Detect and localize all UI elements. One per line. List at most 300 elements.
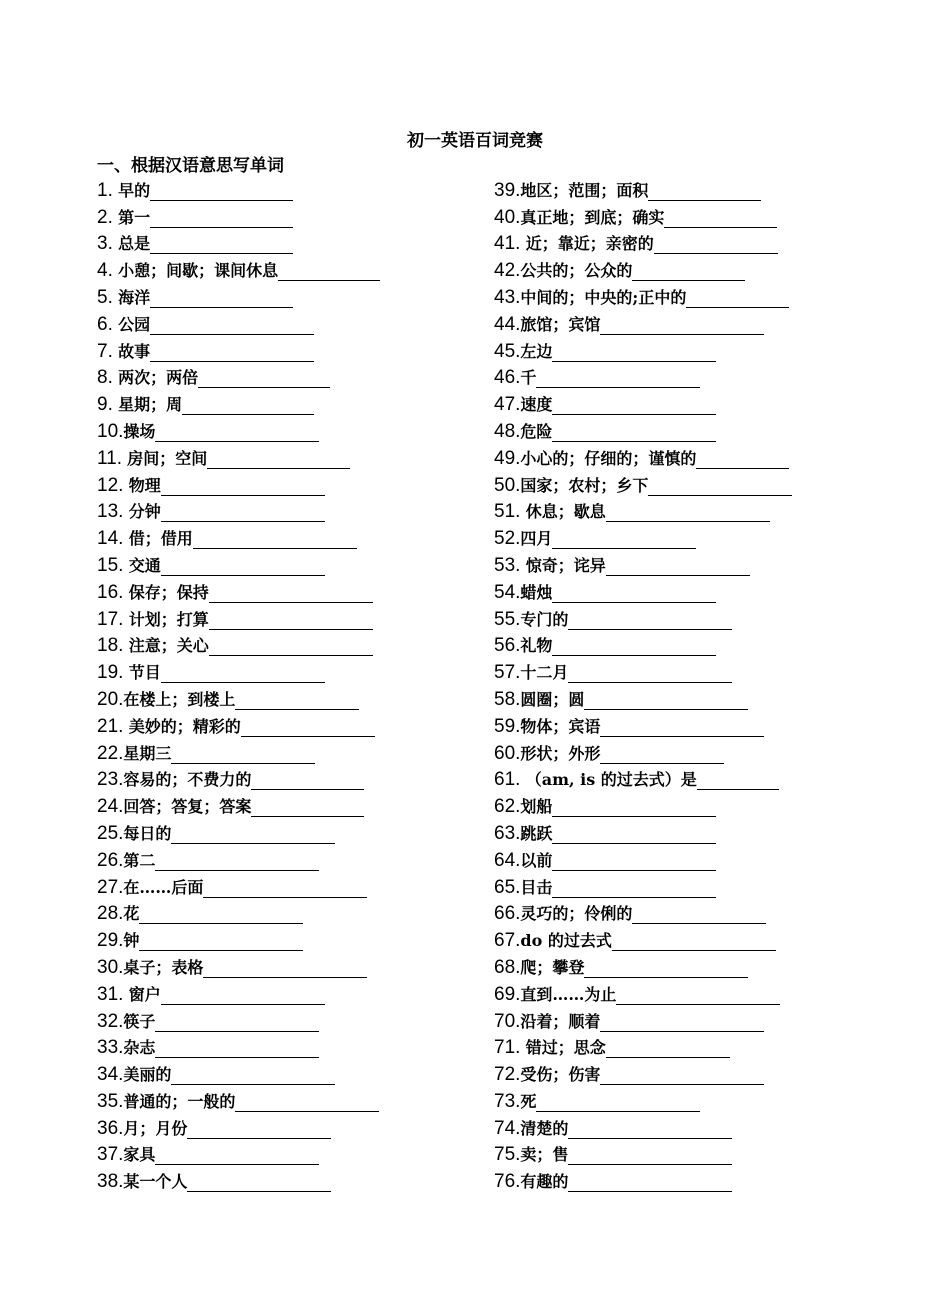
question-number: 14. <box>97 528 124 550</box>
question-number: 29. <box>97 930 124 952</box>
answer-blank[interactable] <box>584 959 748 978</box>
answer-blank[interactable] <box>654 235 778 254</box>
question-number: 24. <box>97 796 124 818</box>
answer-blank[interactable] <box>600 1013 764 1032</box>
chinese-meaning: 近；靠近；亲密的 <box>525 234 654 254</box>
question-item <box>97 844 380 871</box>
chinese-meaning: 美丽的 <box>123 1065 172 1085</box>
answer-blank[interactable] <box>568 1146 732 1165</box>
question-item <box>494 603 792 630</box>
chinese-meaning: 计划；打算 <box>128 609 209 629</box>
question-number: 54. <box>494 581 521 603</box>
chinese-meaning: 杂志 <box>123 1038 156 1058</box>
question-number: 8. <box>97 367 113 389</box>
chinese-meaning: 公园 <box>118 314 151 334</box>
answer-blank[interactable] <box>552 530 696 549</box>
question-number: 30. <box>97 956 124 978</box>
answer-blank[interactable] <box>552 423 716 442</box>
question-number: 52. <box>494 528 521 550</box>
answer-blank[interactable] <box>536 1093 700 1112</box>
right-column <box>494 174 792 1192</box>
question-item <box>97 737 380 764</box>
answer-blank[interactable] <box>139 932 303 951</box>
chinese-meaning: 沿着；顺着 <box>520 1011 601 1031</box>
answer-blank[interactable] <box>536 369 700 388</box>
question-item <box>494 335 792 362</box>
question-number: 4. <box>97 260 113 282</box>
question-item <box>494 656 792 683</box>
question-number: 20. <box>97 688 124 710</box>
question-item <box>494 844 792 871</box>
chinese-meaning: 第二 <box>123 850 156 870</box>
question-item <box>97 308 380 335</box>
answer-blank[interactable] <box>193 530 357 549</box>
question-item <box>97 469 380 496</box>
answer-blank[interactable] <box>182 396 314 415</box>
question-number: 46. <box>494 367 521 389</box>
question-item <box>97 1085 380 1112</box>
question-item <box>494 737 792 764</box>
question-number: 47. <box>494 394 521 416</box>
answer-blank[interactable] <box>648 477 792 496</box>
question-number: 21. <box>97 715 124 737</box>
chinese-meaning: 死 <box>520 1091 537 1111</box>
question-item <box>97 764 380 791</box>
answer-blank[interactable] <box>155 423 319 442</box>
question-item <box>97 335 380 362</box>
question-item <box>494 469 792 496</box>
question-number: 44. <box>494 313 521 335</box>
question-item <box>97 817 380 844</box>
page-title: 初一英语百词竞赛 <box>407 131 543 151</box>
question-number: 7. <box>97 340 113 362</box>
question-item <box>494 308 792 335</box>
question-item <box>494 228 792 255</box>
chinese-meaning: 节目 <box>128 663 161 683</box>
chinese-meaning: 十二月 <box>520 663 569 683</box>
question-number: 41. <box>494 233 521 255</box>
answer-blank[interactable] <box>568 611 732 630</box>
question-number: 71. <box>494 1037 521 1059</box>
question-number: 57. <box>494 662 521 684</box>
question-number: 9. <box>97 394 113 416</box>
question-item <box>97 1112 380 1139</box>
chinese-meaning: 物理 <box>128 475 161 495</box>
answer-blank[interactable] <box>606 503 770 522</box>
question-number: 64. <box>494 849 521 871</box>
chinese-meaning: 形状；外形 <box>520 743 601 763</box>
question-item <box>494 898 792 925</box>
answer-blank[interactable] <box>552 396 716 415</box>
chinese-meaning: 美妙的；精彩的 <box>128 716 241 736</box>
answer-blank[interactable] <box>203 959 367 978</box>
question-item <box>97 174 380 201</box>
question-item <box>494 254 792 281</box>
question-item <box>494 362 792 389</box>
question-item <box>494 790 792 817</box>
question-item <box>97 1005 380 1032</box>
answer-blank[interactable] <box>616 986 780 1005</box>
answer-blank[interactable] <box>161 664 325 683</box>
chinese-meaning: 四月 <box>520 529 553 549</box>
question-number: 2. <box>97 206 113 228</box>
chinese-meaning: 在……后面 <box>123 877 204 897</box>
question-number: 33. <box>97 1037 124 1059</box>
answer-blank[interactable] <box>187 1173 331 1192</box>
answer-blank[interactable] <box>600 1066 764 1085</box>
chinese-meaning: 旅馆；宾馆 <box>520 314 601 334</box>
answer-blank[interactable] <box>235 691 359 710</box>
chinese-meaning: 花 <box>123 904 140 924</box>
question-number: 34. <box>97 1064 124 1086</box>
answer-blank[interactable] <box>161 557 325 576</box>
chinese-meaning: 爬；攀登 <box>520 957 585 977</box>
question-number: 63. <box>494 822 521 844</box>
chinese-meaning: 小心的；仔细的；谨慎的 <box>520 448 697 468</box>
question-number: 37. <box>97 1144 124 1166</box>
answer-blank[interactable] <box>209 637 373 656</box>
answer-blank[interactable] <box>552 852 716 871</box>
chinese-meaning: 每日的 <box>123 823 172 843</box>
question-item <box>494 951 792 978</box>
question-item <box>97 388 380 415</box>
answer-blank[interactable] <box>155 1146 319 1165</box>
question-number: 68. <box>494 956 521 978</box>
question-item <box>97 603 380 630</box>
question-item <box>494 924 792 951</box>
chinese-meaning: 危险 <box>520 421 553 441</box>
answer-blank[interactable] <box>150 182 293 201</box>
question-number: 16. <box>97 581 124 603</box>
chinese-meaning: 专门的 <box>520 609 569 629</box>
chinese-meaning: 有趣的 <box>520 1172 569 1192</box>
question-number: 36. <box>97 1117 124 1139</box>
chinese-meaning: 灵巧的；伶俐的 <box>520 904 633 924</box>
chinese-meaning: 圆圈；圆 <box>520 689 585 709</box>
question-item <box>494 281 792 308</box>
chinese-meaning: 中间的；中央的;正中的 <box>520 287 687 307</box>
question-item <box>494 522 792 549</box>
question-item <box>97 683 380 710</box>
chinese-meaning: 海洋 <box>118 287 151 307</box>
answer-blank[interactable] <box>203 879 367 898</box>
question-item <box>494 764 792 791</box>
question-number: 27. <box>97 876 124 898</box>
question-number: 53. <box>494 554 521 576</box>
question-item <box>494 683 792 710</box>
question-number: 69. <box>494 983 521 1005</box>
question-number: 18. <box>97 635 124 657</box>
answer-blank[interactable] <box>155 852 319 871</box>
question-item <box>494 1165 792 1192</box>
question-number: 76. <box>494 1171 521 1193</box>
question-number: 38. <box>97 1171 124 1193</box>
question-item <box>97 228 380 255</box>
question-number: 70. <box>494 1010 521 1032</box>
question-item <box>97 1032 380 1059</box>
question-number: 19. <box>97 662 124 684</box>
chinese-meaning: 错过；思念 <box>525 1038 606 1058</box>
answer-blank[interactable] <box>150 289 293 308</box>
question-item <box>97 871 380 898</box>
chinese-meaning: 国家；农村；乡下 <box>520 475 649 495</box>
answer-blank[interactable] <box>161 477 325 496</box>
question-item <box>494 630 792 657</box>
question-number: 50. <box>494 474 521 496</box>
chinese-meaning: 钟 <box>123 931 140 951</box>
answer-blank[interactable] <box>155 1013 319 1032</box>
answer-blank[interactable] <box>209 611 373 630</box>
question-item <box>494 415 792 442</box>
answer-blank[interactable] <box>187 1120 331 1139</box>
question-item <box>494 1139 792 1166</box>
chinese-meaning: 容易的；不费力的 <box>123 770 252 790</box>
question-item <box>494 174 792 201</box>
section-heading: 一、根据汉语意思写单词 <box>97 156 284 176</box>
chinese-meaning: 星期；周 <box>118 395 183 415</box>
answer-blank[interactable] <box>696 450 789 469</box>
question-number: 22. <box>97 742 124 764</box>
question-number: 13. <box>97 501 124 523</box>
question-item <box>494 1005 792 1032</box>
question-item <box>494 871 792 898</box>
answer-blank[interactable] <box>664 209 777 228</box>
chinese-meaning: 速度 <box>520 395 553 415</box>
chinese-meaning: 真正地；到底；确实 <box>520 207 665 227</box>
question-item <box>494 1058 792 1085</box>
question-item <box>97 496 380 523</box>
question-number: 74. <box>494 1117 521 1139</box>
chinese-meaning: 物体；宾语 <box>520 716 601 736</box>
chinese-meaning: 惊奇；诧异 <box>525 555 606 575</box>
chinese-meaning: 卖；售 <box>520 1145 569 1165</box>
answer-blank[interactable] <box>251 771 364 790</box>
question-item <box>97 362 380 389</box>
answer-blank[interactable] <box>600 718 764 737</box>
question-number: 67. <box>494 930 521 952</box>
answer-blank[interactable] <box>278 262 380 281</box>
question-item <box>494 442 792 469</box>
left-column <box>97 174 380 1192</box>
chinese-meaning: 桌子；表格 <box>123 957 204 977</box>
question-item <box>97 576 380 603</box>
question-item <box>97 442 380 469</box>
question-number: 59. <box>494 715 521 737</box>
question-number: 26. <box>97 849 124 871</box>
chinese-meaning: 清楚的 <box>520 1118 569 1138</box>
question-number: 66. <box>494 903 521 925</box>
question-item <box>97 924 380 951</box>
question-number: 10. <box>97 420 124 442</box>
answer-blank[interactable] <box>632 262 745 281</box>
chinese-meaning: 交通 <box>128 555 161 575</box>
question-item <box>97 951 380 978</box>
question-number: 31. <box>97 983 124 1005</box>
question-item <box>494 817 792 844</box>
question-number: 25. <box>97 822 124 844</box>
chinese-meaning: 借；借用 <box>128 529 193 549</box>
question-number: 51. <box>494 501 521 523</box>
answer-blank[interactable] <box>552 584 716 603</box>
answer-blank[interactable] <box>161 503 325 522</box>
answer-blank[interactable] <box>150 316 314 335</box>
chinese-meaning: 普通的；一般的 <box>123 1091 236 1111</box>
question-number: 49. <box>494 447 521 469</box>
answer-blank[interactable] <box>606 1039 730 1058</box>
question-item <box>494 1032 792 1059</box>
question-item <box>97 1165 380 1192</box>
answer-blank[interactable] <box>600 316 764 335</box>
chinese-meaning: 划船 <box>520 797 553 817</box>
chinese-meaning: 回答；答复；答案 <box>123 797 252 817</box>
question-item <box>97 254 380 281</box>
answer-blank[interactable] <box>552 637 716 656</box>
question-number: 12. <box>97 474 124 496</box>
answer-blank[interactable] <box>552 825 716 844</box>
question-number: 28. <box>97 903 124 925</box>
chinese-meaning: 分钟 <box>128 502 161 522</box>
question-item <box>97 1139 380 1166</box>
chinese-meaning: 蜡烛 <box>520 582 553 602</box>
chinese-meaning: 月；月份 <box>123 1118 188 1138</box>
answer-blank[interactable] <box>198 369 330 388</box>
chinese-meaning: 跳跃 <box>520 823 553 843</box>
chinese-meaning: 千 <box>520 368 537 388</box>
answer-blank[interactable] <box>161 986 325 1005</box>
question-item <box>97 415 380 442</box>
question-number: 42. <box>494 260 521 282</box>
answer-blank[interactable] <box>568 1120 732 1139</box>
question-item <box>97 281 380 308</box>
question-number: 40. <box>494 206 521 228</box>
answer-blank[interactable] <box>171 745 315 764</box>
answer-blank[interactable] <box>139 905 303 924</box>
answer-blank[interactable] <box>155 1039 319 1058</box>
chinese-meaning: 第一 <box>118 207 151 227</box>
chinese-meaning: 受伤；伤害 <box>520 1065 601 1085</box>
chinese-meaning: 公共的；公众的 <box>520 261 633 281</box>
question-item <box>494 388 792 415</box>
answer-blank[interactable] <box>632 905 766 924</box>
chinese-meaning: 两次；两倍 <box>118 368 199 388</box>
answer-blank[interactable] <box>568 1173 732 1192</box>
question-number: 32. <box>97 1010 124 1032</box>
question-number: 56. <box>494 635 521 657</box>
answer-blank[interactable] <box>552 343 716 362</box>
question-number: 58. <box>494 688 521 710</box>
question-item <box>97 630 380 657</box>
answer-blank[interactable] <box>552 879 716 898</box>
question-number: 45. <box>494 340 521 362</box>
question-item <box>97 201 380 228</box>
question-number: 75. <box>494 1144 521 1166</box>
chinese-meaning: 以前 <box>520 850 553 870</box>
chinese-meaning: 某一个人 <box>123 1172 188 1192</box>
chinese-meaning: 小憩；间歇；课间休息 <box>118 261 279 281</box>
answer-blank[interactable] <box>552 798 716 817</box>
answer-blank[interactable] <box>235 1093 379 1112</box>
answer-blank[interactable] <box>171 825 335 844</box>
question-item <box>97 790 380 817</box>
question-number: 5. <box>97 286 113 308</box>
question-item <box>97 710 380 737</box>
answer-blank[interactable] <box>612 932 776 951</box>
chinese-meaning: 注意；关心 <box>128 636 209 656</box>
question-number: 73. <box>494 1090 521 1112</box>
question-number: 1. <box>97 179 113 201</box>
answer-blank[interactable] <box>600 745 724 764</box>
question-item <box>97 978 380 1005</box>
question-number: 11. <box>97 447 123 469</box>
chinese-meaning: 保存；保持 <box>128 582 209 602</box>
answer-blank[interactable] <box>150 343 314 362</box>
question-number: 62. <box>494 796 521 818</box>
question-item <box>97 522 380 549</box>
chinese-meaning: 在楼上；到楼上 <box>123 689 236 709</box>
question-item <box>494 549 792 576</box>
chinese-meaning: 休息；歇息 <box>525 502 606 522</box>
answer-blank[interactable] <box>207 450 350 469</box>
chinese-meaning: 左边 <box>520 341 553 361</box>
chinese-meaning: 地区；范围；面积 <box>520 180 649 200</box>
question-number: 3. <box>97 233 113 255</box>
question-number: 17. <box>97 608 124 630</box>
answer-blank[interactable] <box>568 664 732 683</box>
chinese-meaning: 早的 <box>118 180 151 200</box>
answer-blank[interactable] <box>584 691 748 710</box>
chinese-meaning: 家具 <box>123 1145 156 1165</box>
answer-blank[interactable] <box>150 209 293 228</box>
question-number: 55. <box>494 608 521 630</box>
answer-blank[interactable] <box>171 1066 335 1085</box>
chinese-meaning: 筷子 <box>123 1011 156 1031</box>
answer-blank[interactable] <box>209 584 373 603</box>
question-number: 48. <box>494 420 521 442</box>
question-number: 60. <box>494 742 521 764</box>
question-item <box>494 1112 792 1139</box>
question-item <box>494 1085 792 1112</box>
question-item <box>494 496 792 523</box>
chinese-meaning: 直到……为止 <box>520 984 617 1004</box>
question-item <box>97 549 380 576</box>
chinese-meaning: 目击 <box>520 877 553 897</box>
question-item <box>494 978 792 1005</box>
answer-blank[interactable] <box>697 771 779 790</box>
question-item <box>97 1058 380 1085</box>
question-item <box>494 710 792 737</box>
answer-blank[interactable] <box>150 235 293 254</box>
question-number: 39. <box>494 179 521 201</box>
chinese-meaning: 总是 <box>118 234 151 254</box>
question-number: 23. <box>97 769 124 791</box>
question-number: 6. <box>97 313 113 335</box>
question-number: 35. <box>97 1090 124 1112</box>
answer-blank[interactable] <box>606 557 750 576</box>
answer-blank[interactable] <box>648 182 761 201</box>
question-number: 65. <box>494 876 521 898</box>
chinese-meaning: do 的过去式 <box>520 931 612 951</box>
answer-blank[interactable] <box>251 798 364 817</box>
chinese-meaning: 礼物 <box>520 636 553 656</box>
answer-blank[interactable] <box>686 289 789 308</box>
question-number: 61. <box>494 769 521 791</box>
chinese-meaning: 星期三 <box>123 743 172 763</box>
question-number: 43. <box>494 286 521 308</box>
question-item <box>97 898 380 925</box>
answer-blank[interactable] <box>241 718 375 737</box>
chinese-meaning: 房间；空间 <box>127 448 208 468</box>
question-item <box>494 201 792 228</box>
